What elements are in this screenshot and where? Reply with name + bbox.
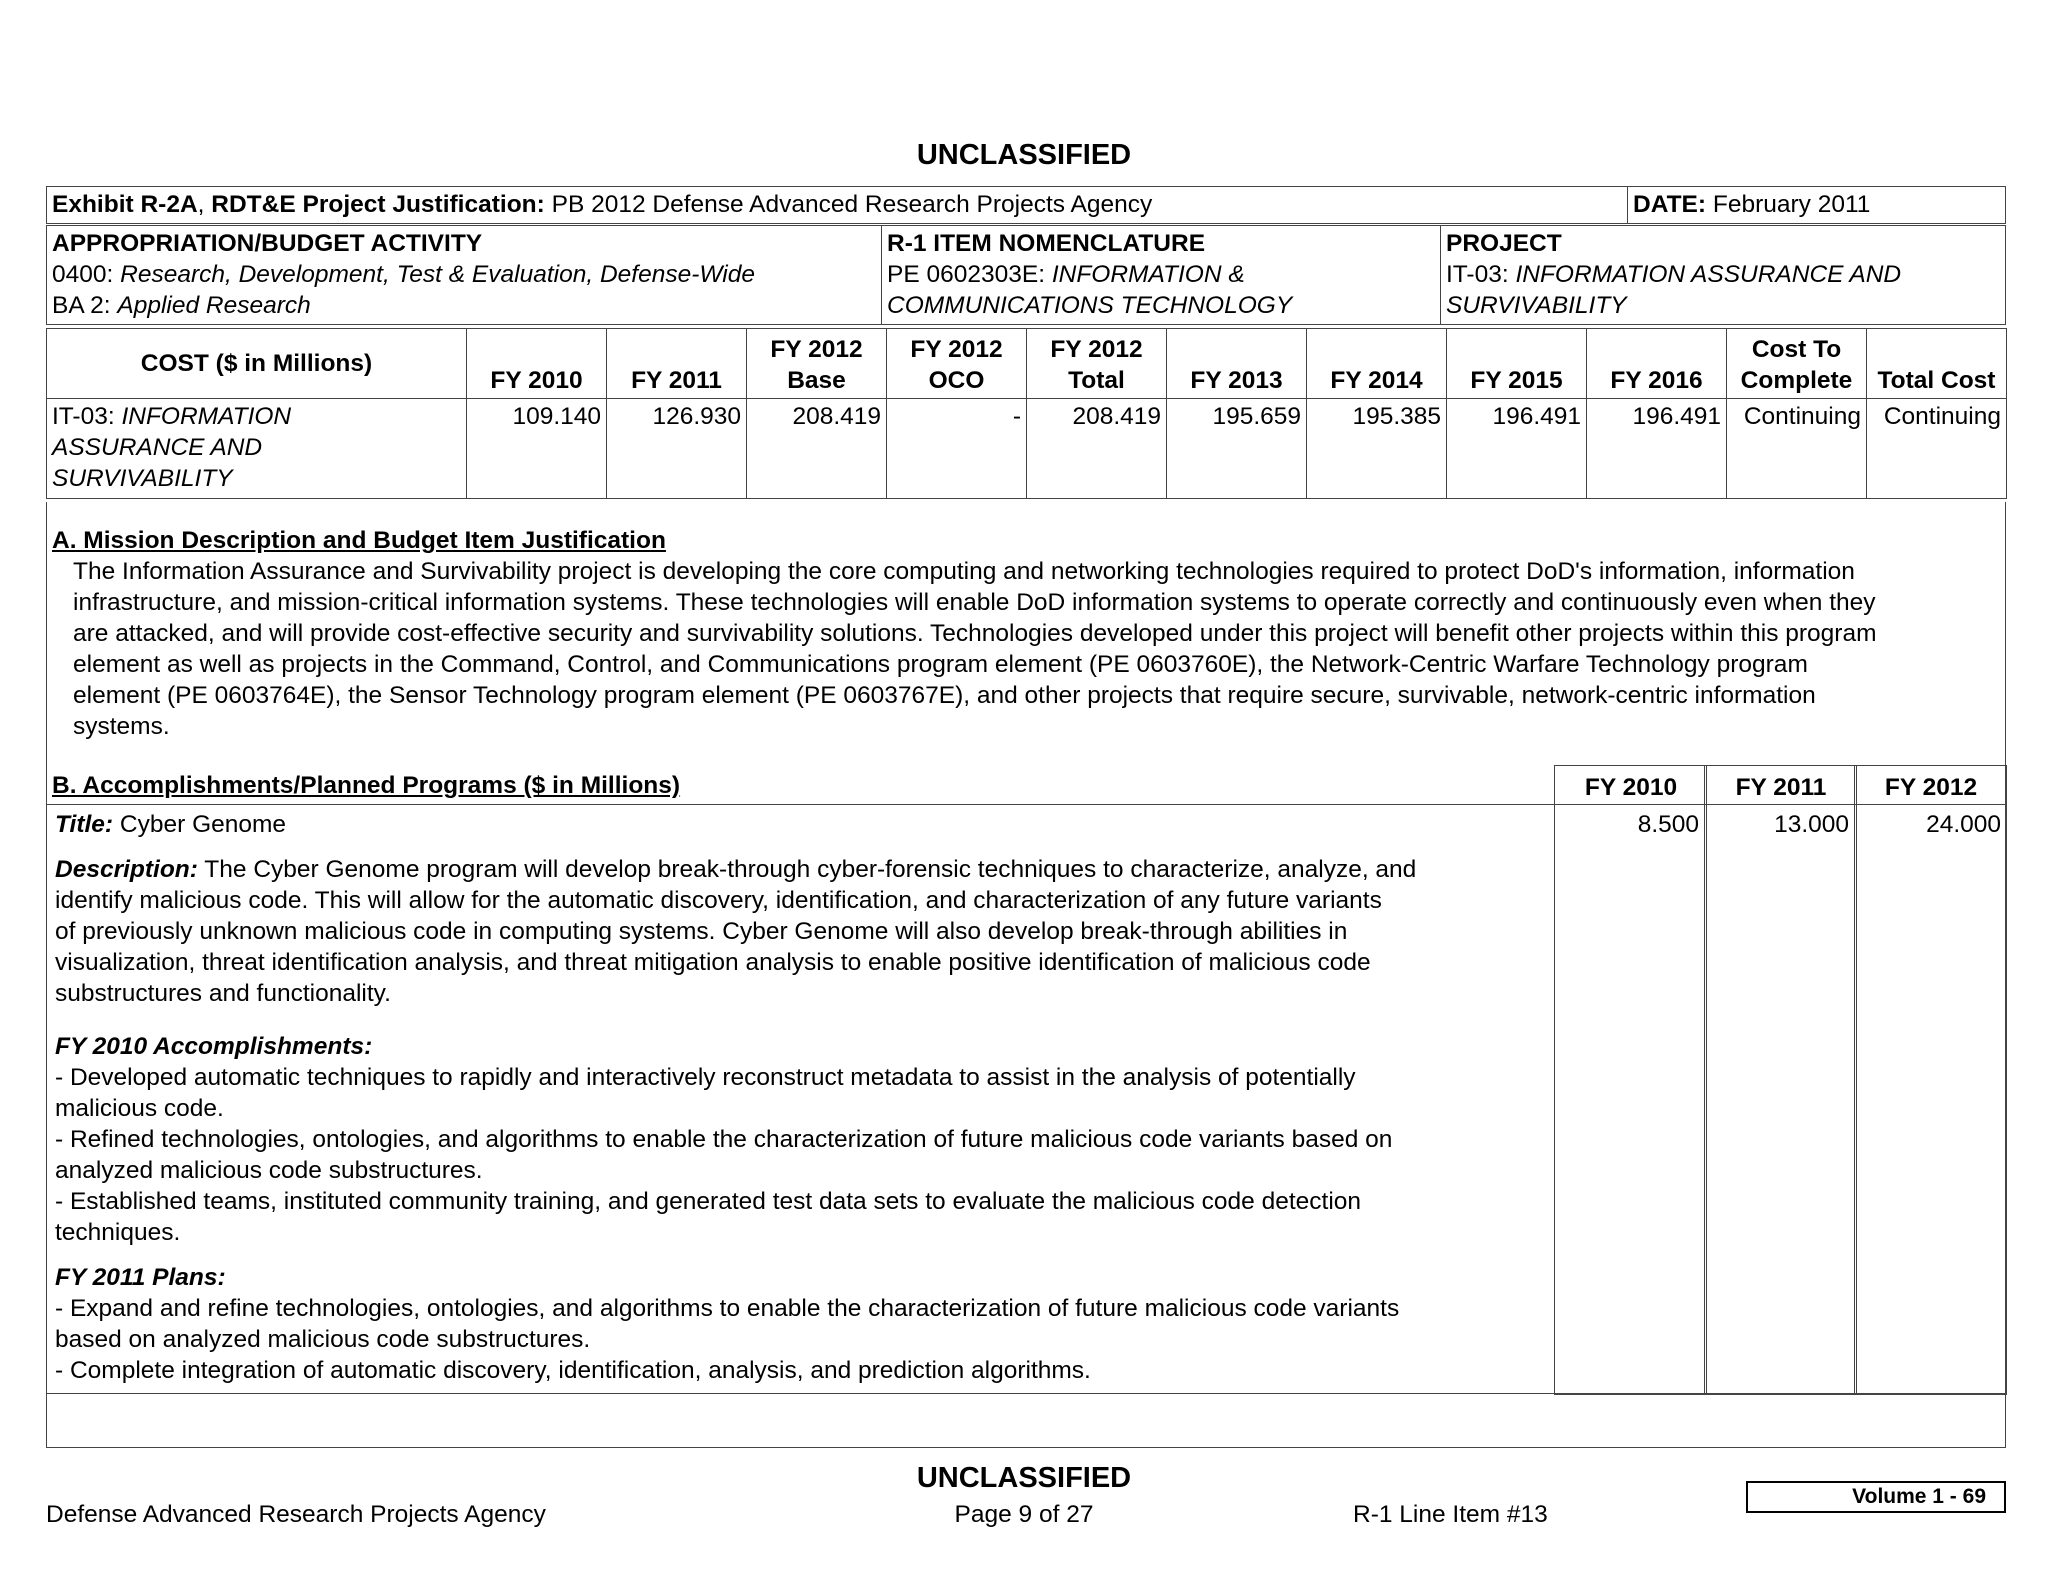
description-line: of previously unknown malicious code in computing systems. Cyber Genome will also develop break-through abilities in bbox=[55, 918, 1348, 945]
description-line: identify malicious code. This will allow for the automatic discovery, identification, and characterization of any future variants bbox=[55, 887, 1382, 914]
section-a-line: The Information Assurance and Survivability project is developing the core computing and networking technologies required to protect DoD's information, information bbox=[73, 558, 1855, 585]
project-code: IT-03: bbox=[1446, 261, 1509, 288]
approp-table bbox=[46, 225, 2006, 325]
project-name-1: INFORMATION ASSURANCE AND bbox=[1515, 261, 1902, 288]
footer-volume: Volume 1 - 69 bbox=[1746, 1481, 2006, 1513]
section-a-line: element (PE 0603764E), the Sensor Technology program element (PE 0603767E), and other projects that require secure, survivable, network-centric information bbox=[73, 682, 1816, 709]
col-fy2012-total bbox=[1027, 329, 1167, 399]
col-ctc-2: Complete bbox=[1740, 367, 1853, 394]
r1-name-1: INFORMATION & bbox=[1051, 261, 1245, 288]
footer-line-item: R-1 Line Item #13 bbox=[1353, 1501, 1548, 1528]
section-b-title: B. Accomplishments/Planned Programs ($ in Millions) bbox=[52, 772, 681, 799]
fy2011-plans-label: FY 2011 Plans: bbox=[55, 1264, 226, 1291]
row-name-1: INFORMATION bbox=[121, 403, 292, 430]
section-a-line: systems. bbox=[73, 713, 170, 740]
fy2011-line: based on analyzed malicious code substructures. bbox=[55, 1326, 591, 1353]
fy2010-line: - Refined technologies, ontologies, and algorithms to enable the characterization of future malicious code variants based on bbox=[55, 1126, 1393, 1153]
approp-code: 0400: bbox=[52, 261, 114, 288]
section-b-bottom-rule bbox=[46, 1393, 2006, 1394]
title-label: Title: bbox=[55, 811, 114, 838]
val-cost-to-complete: Continuing bbox=[1727, 399, 1867, 499]
fy2010-line: techniques. bbox=[55, 1219, 181, 1246]
description-line: substructures and functionality. bbox=[55, 980, 391, 1007]
fy2010-line: - Developed automatic techniques to rapidly and interactively reconstruct metadata to assist in the analysis of potentially bbox=[55, 1064, 1356, 1091]
col-fy2012-base-1: FY 2012 bbox=[770, 336, 863, 363]
cost-table bbox=[46, 328, 2007, 499]
val-fy2015: 196.491 bbox=[1447, 399, 1587, 499]
fy2011-line: - Expand and refine technologies, ontologies, and algorithms to enable the characterization of future malicious code variants bbox=[55, 1295, 1400, 1322]
val-fy2012-base: 208.419 bbox=[747, 399, 887, 499]
description-label: Description: bbox=[55, 856, 198, 883]
val-fy2012-total: 208.419 bbox=[1027, 399, 1167, 499]
justification-label: RDT&E Project Justification: bbox=[211, 191, 545, 218]
sb-col-fy2010 bbox=[1554, 765, 1707, 1395]
date-label: DATE: bbox=[1633, 191, 1707, 218]
title-value: Cyber Genome bbox=[119, 811, 287, 838]
project-label: PROJECT bbox=[1446, 230, 1562, 257]
section-a-line: are attacked, and will provide cost-effective security and survivability solutions. Technologies developed under this project will benefit other projects within this program bbox=[73, 620, 1877, 647]
description-line: The Cyber Genome program will develop break-through cyber-forensic techniques to characterize, analyze, and bbox=[197, 856, 1417, 883]
sb-header-fy2010: FY 2010 bbox=[1584, 774, 1678, 801]
section-b-body bbox=[55, 809, 1550, 1386]
section-a-body bbox=[73, 556, 1998, 742]
col-fy2012-oco-2: OCO bbox=[928, 367, 985, 394]
r1-cell bbox=[882, 226, 1441, 325]
col-fy2012-total-1: FY 2012 bbox=[1050, 336, 1143, 363]
section-a-line: element as well as projects in the Command, Control, and Communications program element (PE 0603760E), the Network-Centric Warfare Technology program bbox=[73, 651, 1808, 678]
sb-col-fy2011 bbox=[1704, 765, 1857, 1395]
ba-name: Applied Research bbox=[117, 292, 311, 319]
table-row bbox=[47, 399, 2007, 499]
row-name-2: ASSURANCE AND bbox=[52, 434, 263, 461]
r1-name-2: COMMUNICATIONS TECHNOLOGY bbox=[887, 292, 1293, 319]
val-fy2012-oco: - bbox=[887, 399, 1027, 499]
sb-col-fy2012 bbox=[1854, 765, 2007, 1395]
sb-header-fy2012: FY 2012 bbox=[1884, 774, 1978, 801]
approp-cell bbox=[47, 226, 882, 325]
val-total-cost: Continuing bbox=[1867, 399, 2007, 499]
fy2010-line: analyzed malicious code substructures. bbox=[55, 1157, 483, 1184]
approp-label: APPROPRIATION/BUDGET ACTIVITY bbox=[52, 230, 483, 257]
date-value: February 2011 bbox=[1712, 191, 1871, 218]
fy2010-accomplishments-label: FY 2010 Accomplishments: bbox=[55, 1033, 373, 1060]
approp-name: Research, Development, Test & Evaluation, Defense-Wide bbox=[120, 261, 755, 288]
fy2011-line: - Complete integration of automatic discovery, identification, analysis, and prediction algorithms. bbox=[55, 1357, 1091, 1384]
row-code: IT-03: bbox=[52, 403, 115, 430]
description-line: visualization, threat identification analysis, and threat mitigation analysis to enable positive identification of malicious code bbox=[55, 949, 1371, 976]
sb-value-fy2010: 8.500 bbox=[1637, 811, 1699, 838]
col-fy2011: FY 2011 bbox=[607, 329, 747, 399]
val-fy2010: 109.140 bbox=[467, 399, 607, 499]
header-table bbox=[46, 186, 2006, 224]
col-cost-to-complete bbox=[1727, 329, 1867, 399]
val-fy2016: 196.491 bbox=[1587, 399, 1727, 499]
col-fy2012-oco bbox=[887, 329, 1027, 399]
section-a-line: infrastructure, and mission-critical information systems. These technologies will enable DoD information systems to operate correctly and continuously even when they bbox=[73, 589, 1876, 616]
footer-agency: Defense Advanced Research Projects Agency bbox=[46, 1501, 546, 1528]
col-fy2015: FY 2015 bbox=[1447, 329, 1587, 399]
val-fy2011: 126.930 bbox=[607, 399, 747, 499]
col-fy2010: FY 2010 bbox=[467, 329, 607, 399]
exhibit-cell: Exhibit R-2A, RDT&E Project Justification: PB 2012 Defense Advanced Research Projects Agency bbox=[47, 187, 1628, 224]
r1-code: PE 0602303E: bbox=[887, 261, 1046, 288]
sb-value-fy2012: 24.000 bbox=[1926, 811, 2001, 838]
project-name-2: SURVIVABILITY bbox=[1446, 292, 1627, 319]
ba-code: BA 2: bbox=[52, 292, 111, 319]
footer-page: Page 9 of 27 bbox=[954, 1501, 1094, 1528]
fy2010-line: - Established teams, instituted community training, and generated test data sets to evaluate the malicious code detection bbox=[55, 1188, 1362, 1215]
col-fy2012-base bbox=[747, 329, 887, 399]
classification-top: UNCLASSIFIED bbox=[916, 139, 1132, 171]
col-fy2012-base-2: Base bbox=[787, 367, 846, 394]
sb-header-fy2011: FY 2011 bbox=[1735, 774, 1827, 801]
col-fy2012-oco-1: FY 2012 bbox=[910, 336, 1003, 363]
col-total-cost: Total Cost bbox=[1867, 329, 2007, 399]
col-fy2014: FY 2014 bbox=[1307, 329, 1447, 399]
r1-label: R-1 ITEM NOMENCLATURE bbox=[887, 230, 1206, 257]
col-ctc-1: Cost To bbox=[1751, 336, 1842, 363]
col-fy2016: FY 2016 bbox=[1587, 329, 1727, 399]
val-fy2014: 195.385 bbox=[1307, 399, 1447, 499]
date-cell bbox=[1628, 187, 2006, 224]
cost-header: COST ($ in Millions) bbox=[47, 329, 467, 399]
fy2010-line: malicious code. bbox=[55, 1095, 224, 1122]
project-name-cell bbox=[47, 399, 467, 499]
col-fy2012-total-2: Total bbox=[1068, 367, 1125, 394]
justification-value: PB 2012 Defense Advanced Research Projects Agency bbox=[551, 191, 1153, 218]
col-fy2013: FY 2013 bbox=[1167, 329, 1307, 399]
val-fy2013: 195.659 bbox=[1167, 399, 1307, 499]
classification-bottom: UNCLASSIFIED bbox=[916, 1462, 1132, 1494]
row-name-3: SURVIVABILITY bbox=[52, 465, 233, 492]
exhibit-label: Exhibit R-2A bbox=[52, 191, 198, 218]
section-a-title: A. Mission Description and Budget Item Justification bbox=[52, 527, 666, 554]
sb-value-fy2011: 13.000 bbox=[1774, 811, 1849, 838]
project-cell bbox=[1441, 226, 2006, 325]
